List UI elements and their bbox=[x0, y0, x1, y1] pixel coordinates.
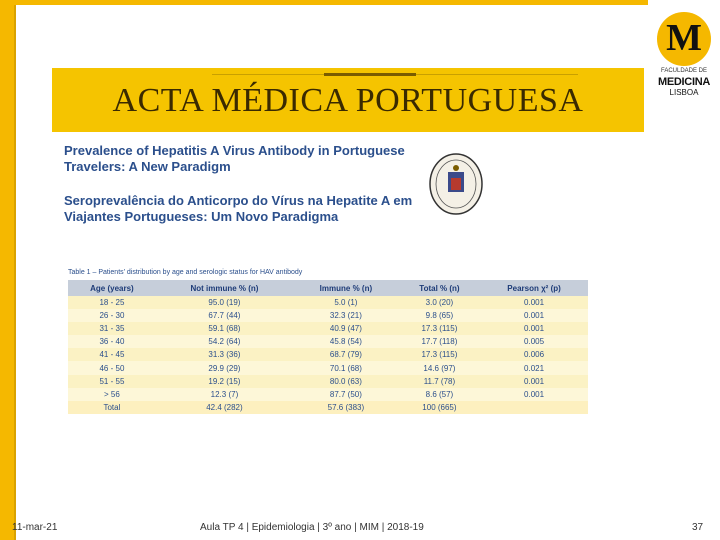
table-cell: 80.0 (63) bbox=[293, 375, 399, 388]
table-cell: 0.021 bbox=[480, 361, 588, 374]
table-cell: 32.3 (21) bbox=[293, 309, 399, 322]
table-cell: 100 (665) bbox=[399, 401, 480, 414]
table-cell: 29.9 (29) bbox=[156, 361, 293, 374]
table-cell: 95.0 (19) bbox=[156, 296, 293, 309]
journal-title: ACTA MÉDICA PORTUGUESA bbox=[112, 82, 584, 119]
table-cell: 41 - 45 bbox=[68, 348, 156, 361]
table-cell: 31 - 35 bbox=[68, 322, 156, 335]
table-cell: 67.7 (44) bbox=[156, 309, 293, 322]
table-cell: 17.3 (115) bbox=[399, 348, 480, 361]
table-cell: > 56 bbox=[68, 388, 156, 401]
column-header: Age (years) bbox=[68, 280, 156, 296]
table-cell: 54.2 (64) bbox=[156, 335, 293, 348]
table-cell: 0.006 bbox=[480, 348, 588, 361]
logo-sub-text: LISBOA bbox=[669, 88, 699, 97]
table-row bbox=[68, 348, 588, 361]
column-header: Immune % (n) bbox=[293, 280, 399, 296]
page-number: 37 bbox=[692, 522, 704, 533]
table-cell bbox=[480, 401, 588, 414]
table-cell: Total bbox=[68, 401, 156, 414]
left-accent-bar bbox=[0, 0, 14, 540]
column-header: Total % (n) bbox=[399, 280, 480, 296]
table-row bbox=[68, 322, 588, 335]
table-cell: 31.3 (36) bbox=[156, 348, 293, 361]
article-title-pt: Seroprevalência do Anticorpo do Vírus na Hepatite A em Viajantes Portugueses: Um Novo Paradigma bbox=[64, 193, 413, 224]
table-cell: 19.2 (15) bbox=[156, 375, 293, 388]
table-caption: Table 1 – Patients’ distribution by age and serologic status for HAV antibody bbox=[68, 269, 303, 276]
table-row bbox=[68, 309, 588, 322]
footer-date: 11-mar-21 bbox=[12, 522, 58, 533]
table-cell: 17.7 (118) bbox=[399, 335, 480, 348]
table-cell: 0.001 bbox=[480, 309, 588, 322]
table-cell: 45.8 (54) bbox=[293, 335, 399, 348]
column-header: Not immune % (n) bbox=[156, 280, 293, 296]
table-row bbox=[68, 361, 588, 374]
table-cell: 18 - 25 bbox=[68, 296, 156, 309]
table-row bbox=[68, 388, 588, 401]
table-cell: 68.7 (79) bbox=[293, 348, 399, 361]
table-cell: 3.0 (20) bbox=[399, 296, 480, 309]
logo-main-text: MEDICINA bbox=[658, 76, 710, 88]
table-cell: 46 - 50 bbox=[68, 361, 156, 374]
journal-banner bbox=[52, 68, 644, 132]
table-cell: 17.3 (115) bbox=[399, 322, 480, 335]
table-cell: 9.8 (65) bbox=[399, 309, 480, 322]
table-total-row bbox=[68, 401, 588, 414]
banner-rule-accent bbox=[324, 73, 416, 76]
table-cell: 70.1 (68) bbox=[293, 361, 399, 374]
table-cell: 26 - 30 bbox=[68, 309, 156, 322]
table-cell: 87.7 (50) bbox=[293, 388, 399, 401]
table-cell: 57.6 (383) bbox=[293, 401, 399, 414]
logo-small-text: FACULDADE DE bbox=[660, 68, 707, 74]
footer-course: Aula TP 4 | Epidemiologia | 3º ano | MIM | 2018-19 bbox=[200, 522, 424, 533]
table-cell: 0.005 bbox=[480, 335, 588, 348]
table-header-row bbox=[68, 280, 588, 296]
table-cell: 0.001 bbox=[480, 375, 588, 388]
top-accent-bar bbox=[0, 0, 648, 5]
table-cell: 12.3 (7) bbox=[156, 388, 293, 401]
column-header: Pearson χ² (p) bbox=[480, 280, 588, 296]
table-cell: 14.6 (97) bbox=[399, 361, 480, 374]
table-cell: 0.001 bbox=[480, 388, 588, 401]
data-table bbox=[68, 280, 588, 414]
table-cell: 8.6 (57) bbox=[399, 388, 480, 401]
faculty-logo bbox=[650, 8, 718, 97]
left-accent-line bbox=[14, 5, 16, 540]
table-cell: 59.1 (68) bbox=[156, 322, 293, 335]
table-row bbox=[68, 375, 588, 388]
table-cell: 36 - 40 bbox=[68, 335, 156, 348]
table-cell: 0.001 bbox=[480, 322, 588, 335]
table-cell: 5.0 (1) bbox=[293, 296, 399, 309]
university-seal-icon bbox=[428, 152, 484, 216]
table-row bbox=[68, 335, 588, 348]
table-row bbox=[68, 296, 588, 309]
table-cell: 40.9 (47) bbox=[293, 322, 399, 335]
logo-letter: M bbox=[666, 17, 702, 59]
table-cell: 42.4 (282) bbox=[156, 401, 293, 414]
table-cell: 0.001 bbox=[480, 296, 588, 309]
table-cell: 51 - 55 bbox=[68, 375, 156, 388]
article-title-en: Prevalence of Hepatitis A Virus Antibody in Portuguese Travelers: A New Paradigm bbox=[64, 143, 405, 174]
table-cell: 11.7 (78) bbox=[399, 375, 480, 388]
